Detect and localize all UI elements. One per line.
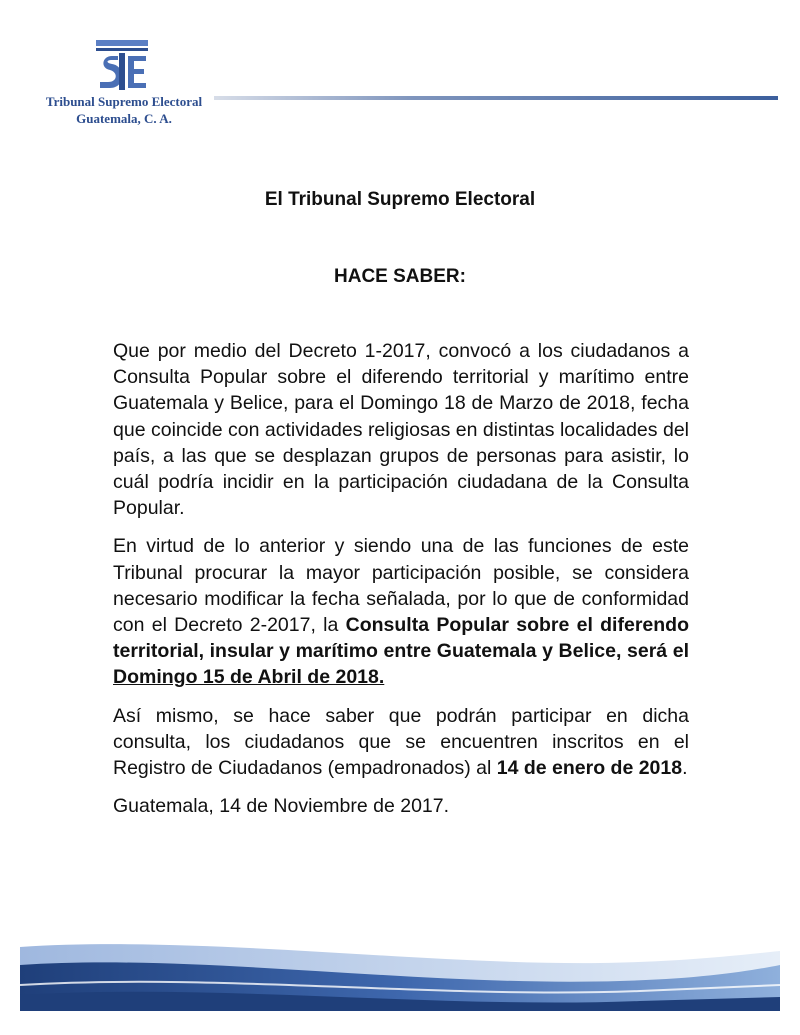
- paragraph-2: [113, 533, 689, 690]
- cutoff-date-bold: 14 de enero de 2018: [496, 757, 683, 780]
- footer-wave: [0, 925, 800, 1035]
- paragraph-3: [113, 703, 689, 782]
- paragraph-2-text: En virtud de lo anterior y siendo una de las funciones de este Tribunal procurar la mayor participación posible, se considera necesario modificar la fecha señalada, por lo que de conformidad con el Decreto 2-2017, la: [113, 535, 689, 637]
- notice-heading: HACE SABER:: [334, 266, 466, 287]
- header-rule: [214, 96, 778, 100]
- issuer-heading: El Tribunal Supremo Electoral: [264, 189, 536, 210]
- closing-line: Guatemala, 14 de Noviembre de 2017.: [113, 795, 450, 818]
- paragraph-2-bold: Consulta Popular sobre el diferendo territorial, insular y marítimo entre Guatemala y Belice, será el: [113, 614, 689, 663]
- org-name: Tribunal Supremo Electoral: [45, 94, 203, 109]
- paragraph-3-text: Así mismo, se hace saber que podrán participar en dicha consulta, los ciudadanos que se encuentren inscritos en el Registro de Ciudadanos (empadronados) al: [113, 704, 689, 780]
- tse-logo: [92, 38, 152, 92]
- notice-body: [113, 338, 689, 831]
- org-place: Guatemala, C. A.: [76, 111, 172, 126]
- new-date-underlined: Domingo 15 de Abril de 2018.: [113, 666, 385, 689]
- paragraph-1: Que por medio del Decreto 1-2017, convocó a los ciudadanos a Consulta Popular sobre el diferendo territorial y marítimo entre Guatemala y Belice, para el Domingo 18 de Marzo de 2018, fecha que coincide con actividades religiosas en distintas localidades del país, a las que se desplazan grupos de personas para asistir, lo cuál podría incidir en la participación ciudadana de la Consulta Popular.: [113, 340, 689, 520]
- paragraph-3-end: .: [682, 757, 688, 780]
